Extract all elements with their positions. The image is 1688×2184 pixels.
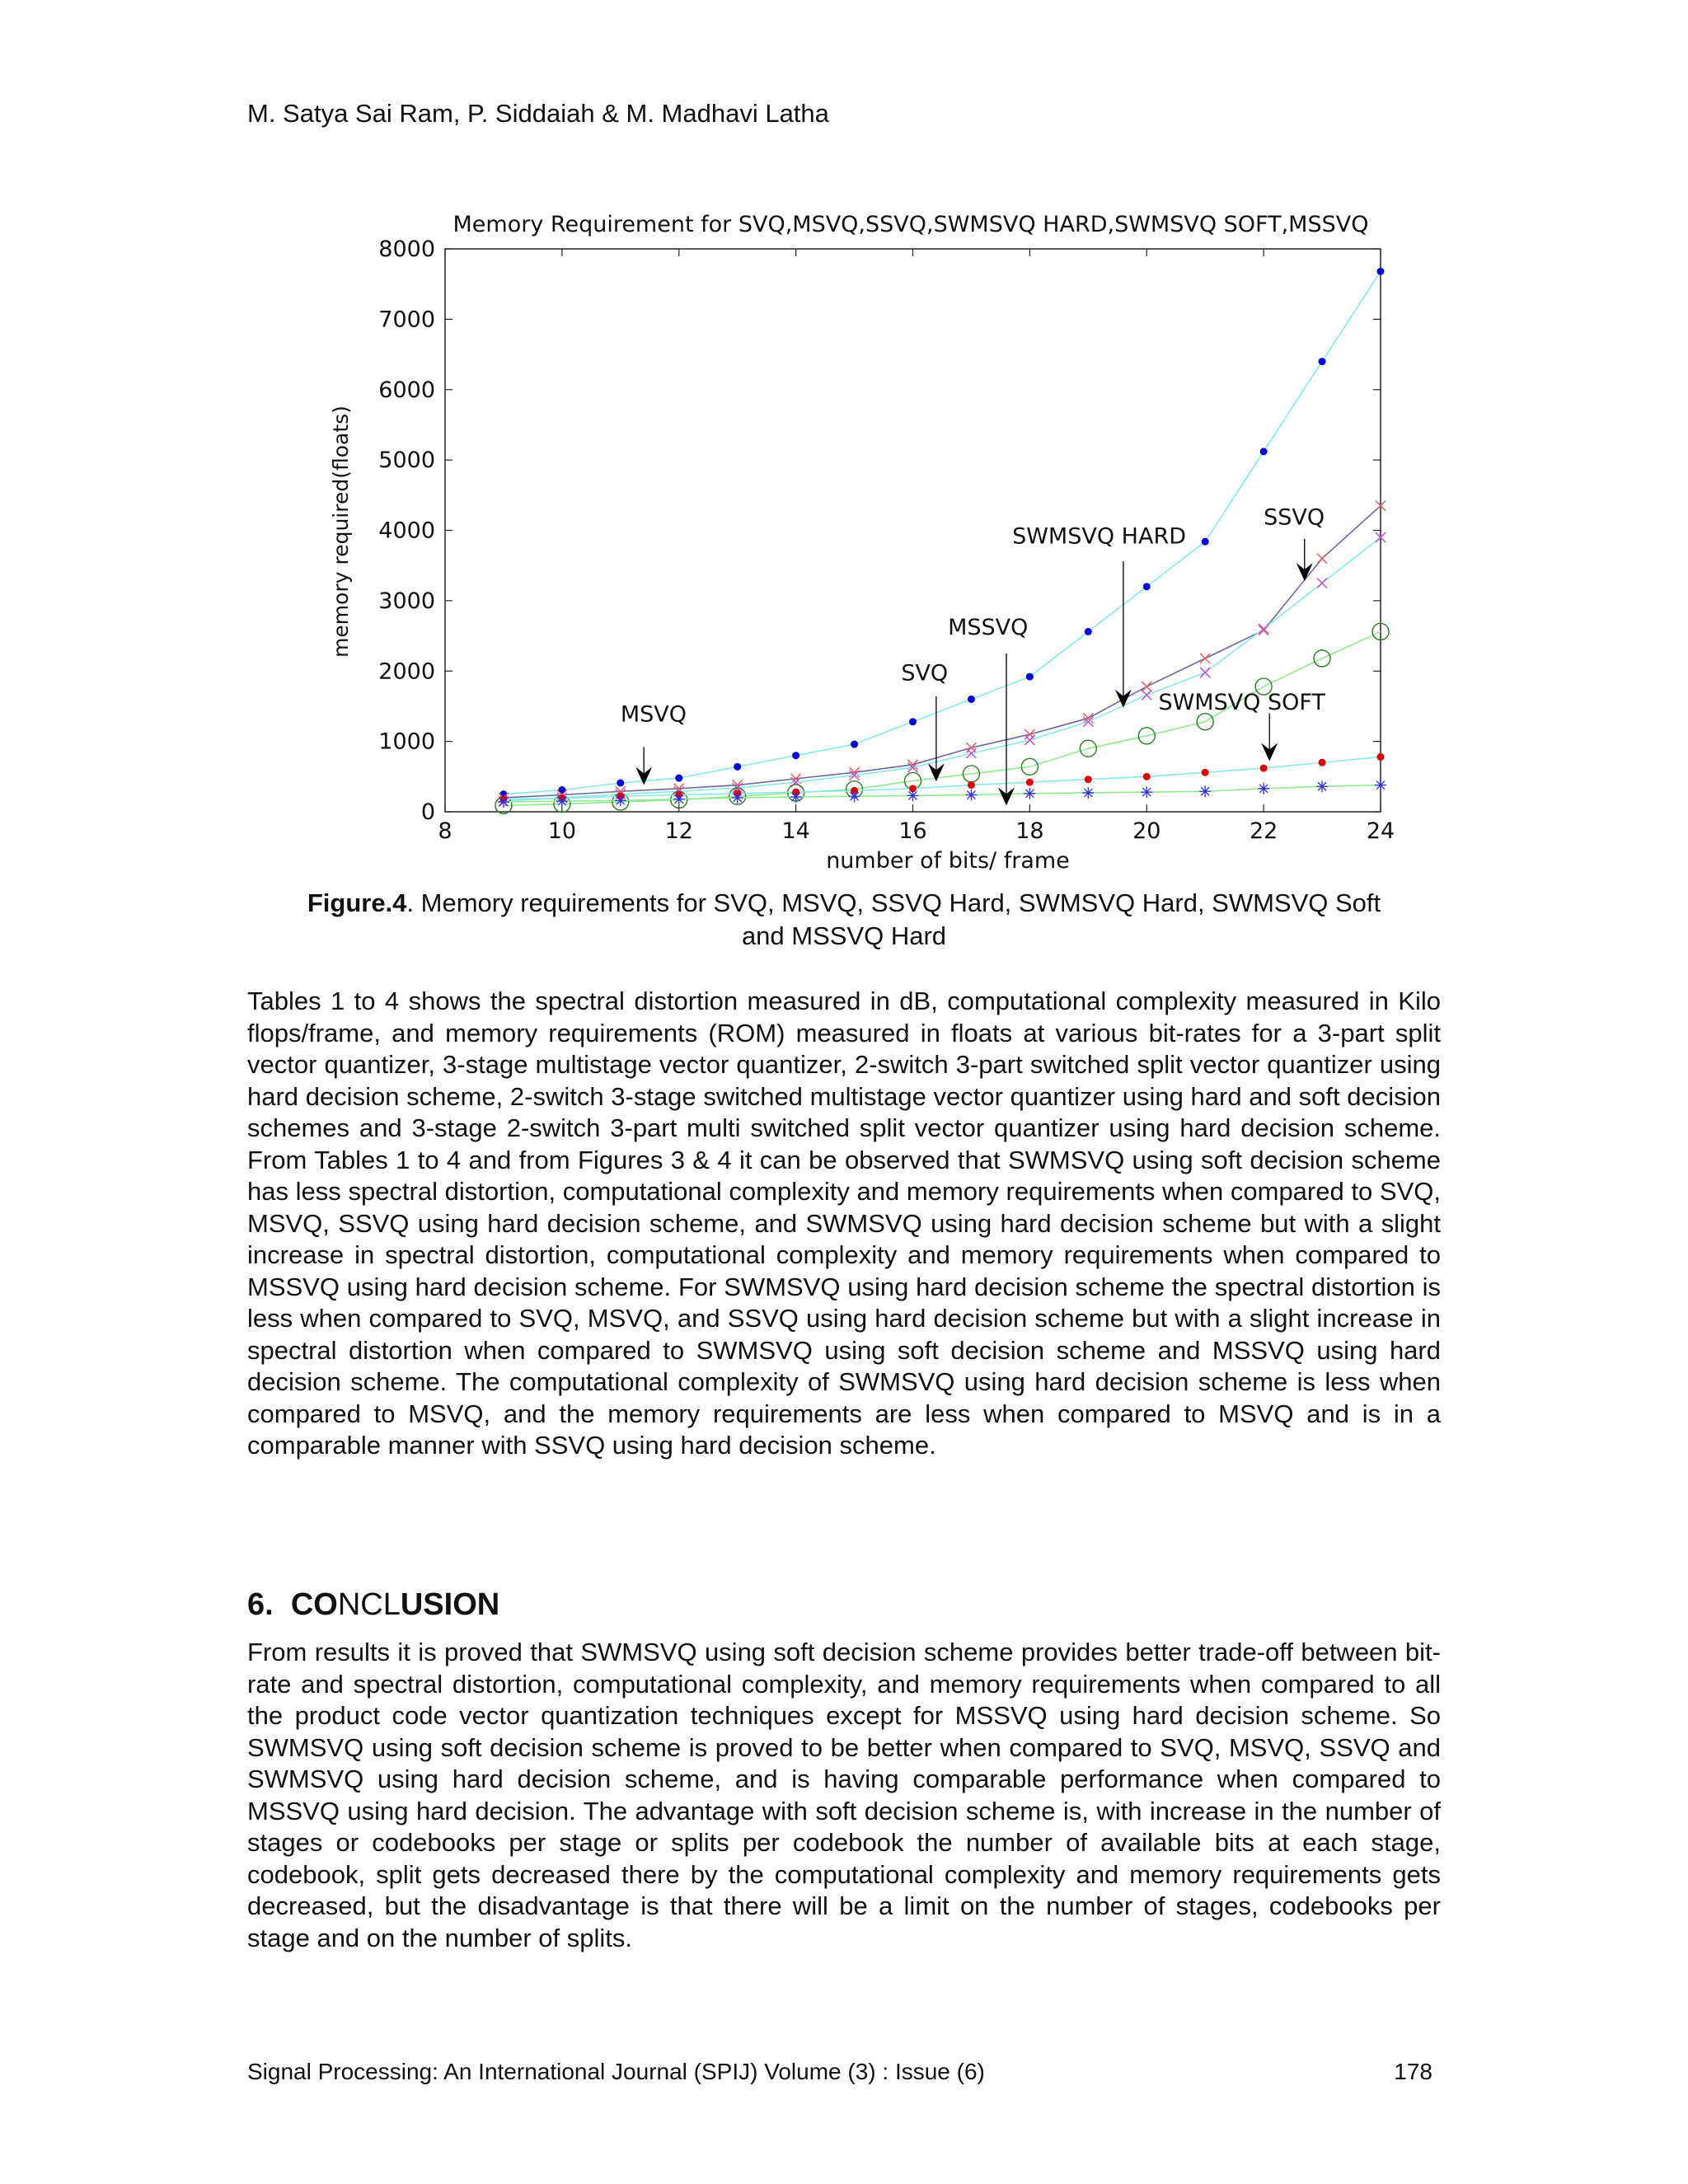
y-tick-label: 0 bbox=[420, 799, 435, 825]
x-tick-label: 12 bbox=[664, 818, 693, 844]
section-heading bbox=[247, 1587, 499, 1623]
data-point bbox=[968, 696, 975, 703]
annotation-label: MSVQ bbox=[620, 701, 687, 728]
page-footer bbox=[247, 2059, 1441, 2085]
data-point bbox=[1202, 769, 1209, 776]
data-point bbox=[1025, 735, 1034, 745]
data-point bbox=[1200, 668, 1210, 677]
section-title-part: USION bbox=[400, 1587, 500, 1622]
data-point bbox=[1143, 773, 1151, 780]
data-point bbox=[1259, 624, 1268, 634]
y-axis-label: memory required(floats) bbox=[329, 405, 353, 658]
y-tick-label: 7000 bbox=[378, 307, 435, 333]
data-point bbox=[1142, 682, 1151, 691]
y-tick-label: 8000 bbox=[378, 237, 435, 262]
memory-requirement-chart bbox=[313, 198, 1484, 874]
data-point bbox=[790, 791, 802, 803]
data-point bbox=[1260, 448, 1268, 455]
data-point bbox=[1202, 538, 1209, 546]
x-tick-label: 24 bbox=[1366, 818, 1395, 844]
data-point bbox=[907, 790, 919, 801]
data-point bbox=[1024, 788, 1035, 799]
section-number: 6. bbox=[247, 1587, 274, 1622]
body-paragraph: Tables 1 to 4 shows the spectral distortion measured in dB, computational complexity measured in Kilo flops/frame, and memory requirements (ROM) measured in floats at various bit-rates for a 3-part split vector quantizer, 3-stage multistage vector quantizer, 2-switch 3-part switched split vector quantizer using hard decision scheme, 2-switch 3-stage switched multistage vector quantizer using hard and soft decision schemes and 3-stage 2-switch 3-part multi switched split vector quantizer using hard decision scheme. From Tables 1 to 4 and from Figures 3 & 4 it can be observed that SWMSVQ using soft decision scheme has less spectral distortion, computational complexity and memory requirements when compared to SVQ, MSVQ, SSVQ using hard decision scheme, and SWMSVQ using hard decision scheme but with a slight increase in spectral distortion, computational complexity and memory requirements when compared to MSSVQ using hard decision scheme. For SWMSVQ using hard decision scheme the spectral distortion is less when compared to SVQ, MSVQ, and SSVQ using hard decision scheme but with a slight increase in spectral distortion when compared to SWMSVQ using soft decision scheme and MSSVQ using hard decision scheme. The computational complexity of SWMSVQ using hard decision scheme is less when compared to MSVQ, and the memory requirements are less when compared to MSVQ and is in a comparable manner with SSVQ using hard decision scheme. bbox=[247, 987, 1441, 1460]
series-line bbox=[504, 506, 1381, 798]
figure-label: Figure.4 bbox=[307, 888, 407, 917]
x-tick-label: 8 bbox=[438, 818, 452, 844]
data-point bbox=[1082, 787, 1094, 799]
data-point bbox=[1026, 779, 1034, 786]
y-tick-label: 6000 bbox=[378, 377, 435, 403]
section-title-part: NCL bbox=[337, 1587, 401, 1622]
section-title-part: CO bbox=[290, 1587, 338, 1622]
annotation bbox=[1158, 690, 1325, 761]
data-point bbox=[1199, 785, 1211, 797]
data-point bbox=[1317, 554, 1327, 564]
x-axis-label: number of bits/ frame bbox=[826, 848, 1070, 874]
annotation bbox=[948, 615, 1028, 805]
x-tick-label: 14 bbox=[781, 818, 810, 844]
data-point bbox=[615, 794, 626, 806]
data-point bbox=[1026, 673, 1034, 681]
conclusion-paragraph: From results it is proved that SWMSVQ using soft decision scheme provides better trade-off between bit-rate and spectral distortion, computational complexity, and memory requirements when compared to all the product code vector quantization techniques except for MSSVQ using hard decision scheme. So SWMSVQ using soft decision scheme is proved to be better when compared to SVQ, MSVQ, SSVQ and SWMSVQ using hard decision scheme, and is having comparable performance when compared to MSSVQ using hard decision. The advantage with soft decision scheme is, with increase in the number of stages or codebooks per stage or splits per codebook the number of available bits at each stage, codebook, split gets decreased there by the computational complexity and memory requirements gets decreased, but the disadvantage is that there will be a limit on the number of stages, codebooks per stage and on the number of splits. bbox=[247, 1638, 1441, 1952]
journal-name: Signal Processing: An International Journal (SPIJ) Volume (3) : Issue (6) bbox=[247, 2059, 985, 2084]
series-red-x bbox=[499, 501, 1386, 803]
data-point bbox=[851, 741, 858, 748]
chart-title: Memory Requirement for SVQ,MSVQ,SSVQ,SWMSVQ HARD,SWMSVQ SOFT,MSSVQ bbox=[452, 212, 1369, 237]
annotation bbox=[1264, 505, 1325, 581]
data-point bbox=[556, 795, 568, 807]
annotation-label: SWMSVQ HARD bbox=[1012, 523, 1186, 550]
data-point bbox=[617, 779, 624, 786]
y-tick-label: 2000 bbox=[378, 658, 435, 685]
data-point bbox=[1200, 654, 1210, 663]
data-point bbox=[1319, 759, 1326, 766]
data-point bbox=[1258, 783, 1269, 794]
data-point bbox=[1025, 729, 1034, 739]
data-point bbox=[675, 775, 682, 782]
annotation-label: SWMSVQ SOFT bbox=[1158, 690, 1325, 716]
caption-line-1: . Memory requirements for SVQ, MSVQ, SSVQ Hard, SWMSVQ Hard, SWMSVQ Soft bbox=[406, 888, 1381, 917]
data-point bbox=[966, 748, 976, 758]
x-tick-label: 18 bbox=[1015, 818, 1044, 844]
running-header: M. Satya Sai Ram, P. Siddaiah & M. Madhavi Latha bbox=[247, 99, 829, 128]
data-point bbox=[1375, 780, 1386, 791]
data-point bbox=[966, 743, 976, 752]
y-tick-label: 3000 bbox=[378, 588, 435, 614]
data-point bbox=[498, 796, 509, 808]
annotation-label: SSVQ bbox=[1264, 504, 1325, 531]
data-point bbox=[1377, 753, 1385, 761]
x-tick-label: 22 bbox=[1249, 818, 1278, 844]
data-point bbox=[909, 718, 917, 725]
data-point bbox=[1377, 268, 1385, 275]
y-tick-label: 1000 bbox=[378, 729, 435, 755]
annotation-label: MSSVQ bbox=[948, 614, 1029, 640]
y-tick-label: 5000 bbox=[378, 448, 435, 474]
page-number: 178 bbox=[1394, 2059, 1432, 2084]
data-point bbox=[792, 752, 799, 759]
data-point bbox=[1317, 579, 1327, 588]
y-tick-label: 4000 bbox=[378, 518, 435, 544]
data-point bbox=[1319, 358, 1326, 365]
x-tick-label: 10 bbox=[547, 818, 577, 844]
x-tick-label: 16 bbox=[898, 818, 927, 844]
data-point bbox=[1260, 765, 1268, 772]
annotation-label: SVQ bbox=[901, 660, 949, 687]
data-point bbox=[1085, 628, 1092, 635]
data-point bbox=[849, 790, 860, 802]
data-point bbox=[965, 790, 977, 801]
data-point bbox=[673, 794, 685, 805]
caption-line-2: and MSSVQ Hard bbox=[741, 921, 947, 950]
data-point bbox=[1316, 780, 1328, 792]
annotation bbox=[621, 702, 687, 785]
data-point bbox=[732, 792, 743, 804]
data-point bbox=[1143, 583, 1151, 590]
x-tick-label: 20 bbox=[1132, 818, 1161, 844]
plot-frame bbox=[445, 249, 1381, 812]
data-point bbox=[968, 781, 975, 789]
series-line bbox=[504, 757, 1381, 799]
data-point bbox=[734, 763, 741, 771]
data-point bbox=[1141, 786, 1152, 798]
figure-caption bbox=[247, 887, 1441, 953]
data-point bbox=[1142, 690, 1151, 700]
data-point bbox=[1085, 776, 1092, 783]
